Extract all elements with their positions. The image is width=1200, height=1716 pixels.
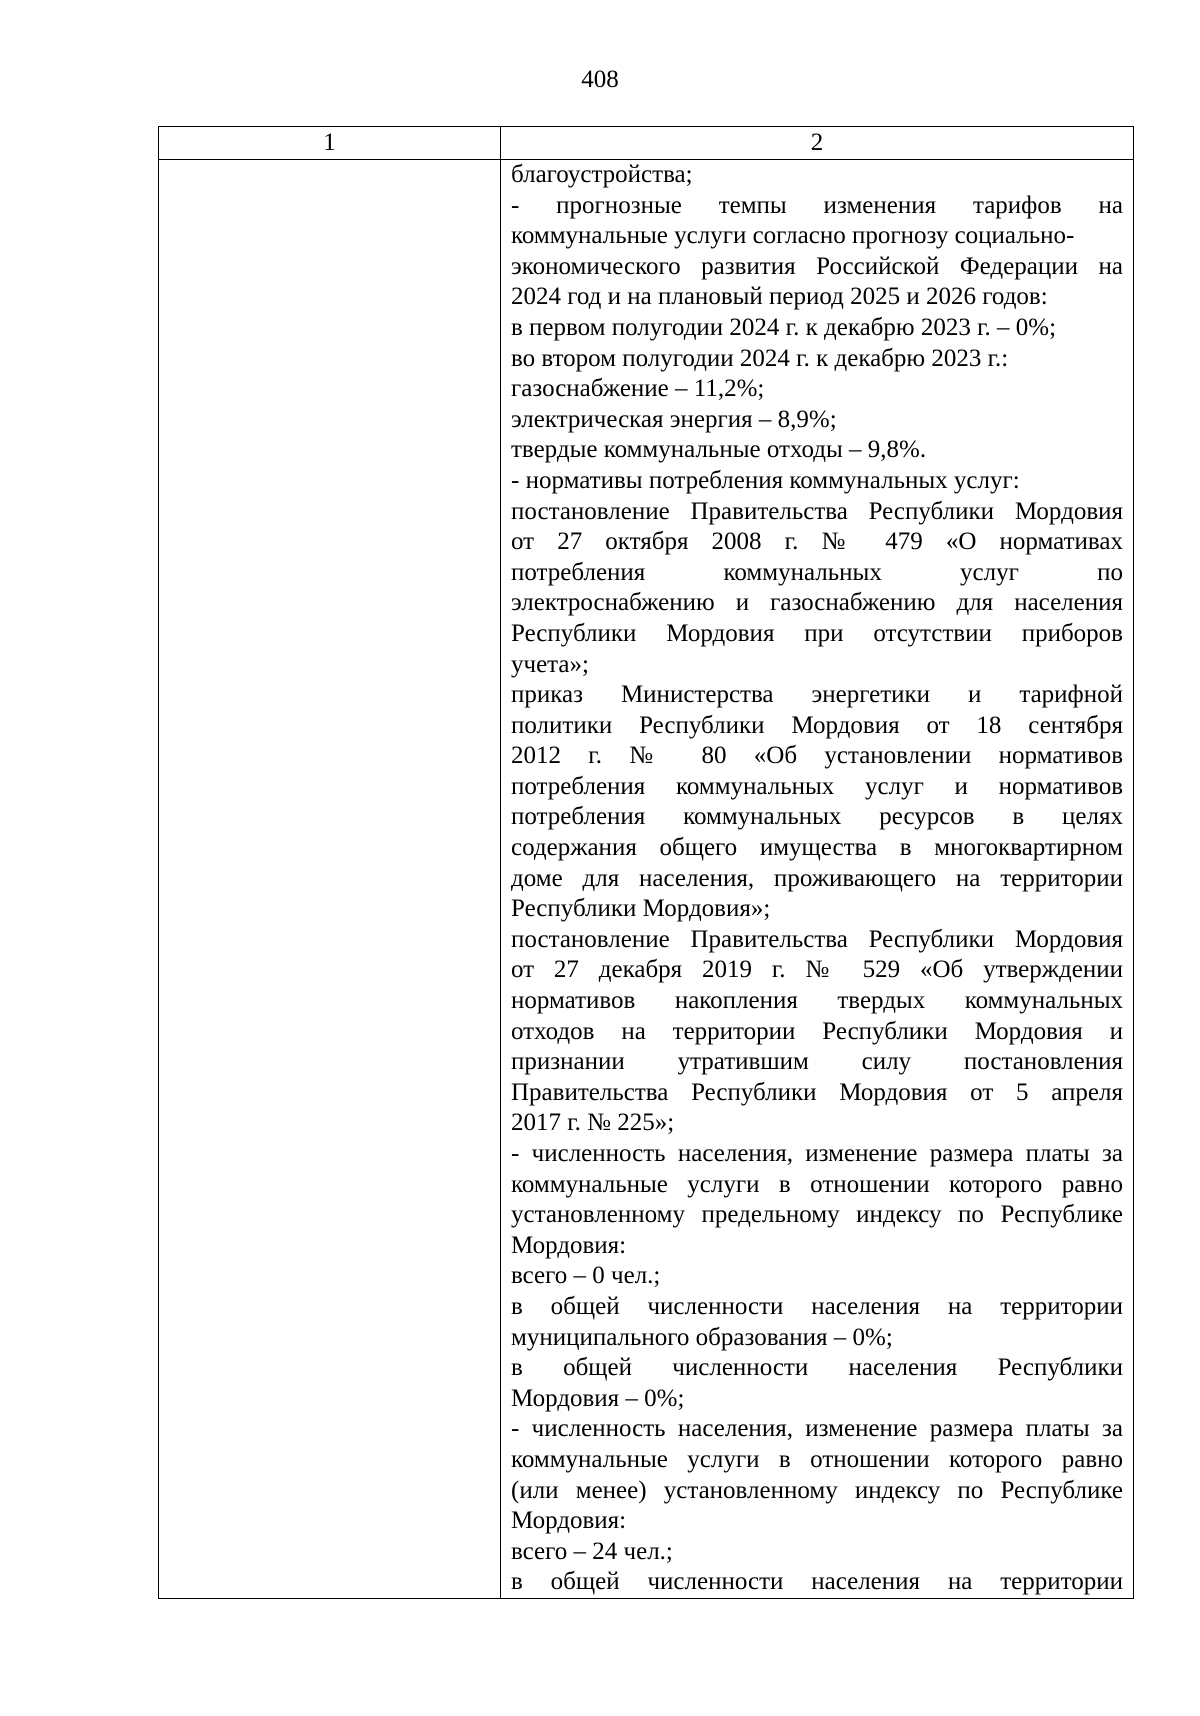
text-line: (или менее) установленному индексу по Республике — [511, 1476, 1123, 1504]
text-line: в общей численности населения на территории — [511, 1292, 1123, 1320]
text-line: потребления коммунальных ресурсов в целях — [511, 803, 1123, 831]
text-line: - прогнозные темпы изменения тарифов на — [511, 191, 1123, 219]
text-line: твердые коммунальные отходы – 9,8%. — [511, 436, 927, 464]
text-line: потребления коммунальных услуг и нормативов — [511, 772, 1123, 800]
text-line: 2017 г. № 225»; — [511, 1109, 675, 1137]
text-line: 2012 г. № 80 «Об установлении нормативов — [511, 742, 1123, 770]
text-line: содержания общего имущества в многоквартирном — [511, 834, 1123, 862]
text-line: Мордовия: — [511, 1231, 627, 1259]
text-line: потребления коммунальных услуг по — [511, 558, 1123, 586]
text-line: политики Республики Мордовия от 18 сентября — [511, 711, 1123, 739]
text-line: постановление Правительства Республики Мордовия — [511, 925, 1123, 953]
text-line: в общей численности населения на территории — [511, 1568, 1123, 1596]
column-1-cell — [159, 160, 501, 1599]
text-line: признании утратившим силу постановления — [511, 1048, 1123, 1076]
column-2-cell — [501, 160, 1134, 1599]
text-line: Правительства Республики Мордовия от 5 апреля — [511, 1078, 1123, 1106]
text-line: коммунальные услуги в отношении которого равно — [511, 1445, 1123, 1473]
text-line: коммунальные услуги согласно прогнозу социально- — [511, 222, 1075, 250]
text-line: от 27 декабря 2019 г. № 529 «Об утверждении — [511, 956, 1123, 984]
text-line: всего – 0 чел.; — [511, 1262, 661, 1290]
text-line: в общей численности населения Республики — [511, 1354, 1123, 1382]
text-line: в первом полугодии 2024 г. к декабрю 2023 г. – 0%; — [511, 313, 1057, 341]
text-line: 2024 год и на плановый период 2025 и 2026 годов: — [511, 283, 1048, 311]
text-line: - численность населения, изменение размера платы за — [511, 1140, 1123, 1167]
text-line: постановление Правительства Республики Мордовия — [511, 497, 1123, 525]
column-header-1: 1 — [159, 127, 501, 160]
table-header-row — [159, 127, 1134, 160]
text-line: газоснабжение – 11,2%; — [511, 375, 765, 403]
text-line: электрическая энергия – 8,9%; — [511, 405, 837, 433]
text-line: - нормативы потребления коммунальных услуг: — [511, 466, 1020, 494]
text-line: всего – 24 чел.; — [511, 1537, 673, 1565]
text-line: нормативов накопления твердых коммунальных — [511, 987, 1123, 1015]
column-2-text — [501, 160, 1133, 1598]
page-number: 408 — [581, 66, 619, 93]
text-line: коммунальные услуги в отношении которого равно — [511, 1170, 1123, 1198]
text-line: от 27 октября 2008 г. № 479 «О нормативах — [511, 528, 1123, 556]
column-header-2: 2 — [501, 127, 1134, 160]
text-line: приказ Министерства энергетики и тарифной — [511, 681, 1123, 709]
text-line: отходов на территории Республики Мордовия и — [511, 1017, 1123, 1045]
document-table — [158, 126, 1134, 1599]
text-line: - численность населения, изменение размера платы за — [511, 1415, 1123, 1443]
text-line: благоустройства; — [511, 161, 693, 188]
text-line: установленному предельному индексу по Республике — [511, 1201, 1123, 1229]
text-line: электроснабжению и газоснабжению для населения — [511, 589, 1123, 617]
text-line: Мордовия – 0%; — [511, 1384, 685, 1412]
text-line: Республики Мордовия»; — [511, 895, 771, 923]
text-line: Республики Мордовия при отсутствии приборов — [511, 619, 1123, 647]
text-line: доме для населения, проживающего на территории — [511, 864, 1123, 892]
text-line: во втором полугодии 2024 г. к декабрю 2023 г.: — [511, 344, 1009, 372]
text-line: Мордовия: — [511, 1507, 627, 1535]
text-line: муниципального образования – 0%; — [511, 1323, 893, 1351]
text-line: экономического развития Российской Федерации на — [511, 252, 1123, 280]
table-row — [159, 160, 1134, 1599]
text-line: учета»; — [511, 650, 589, 678]
